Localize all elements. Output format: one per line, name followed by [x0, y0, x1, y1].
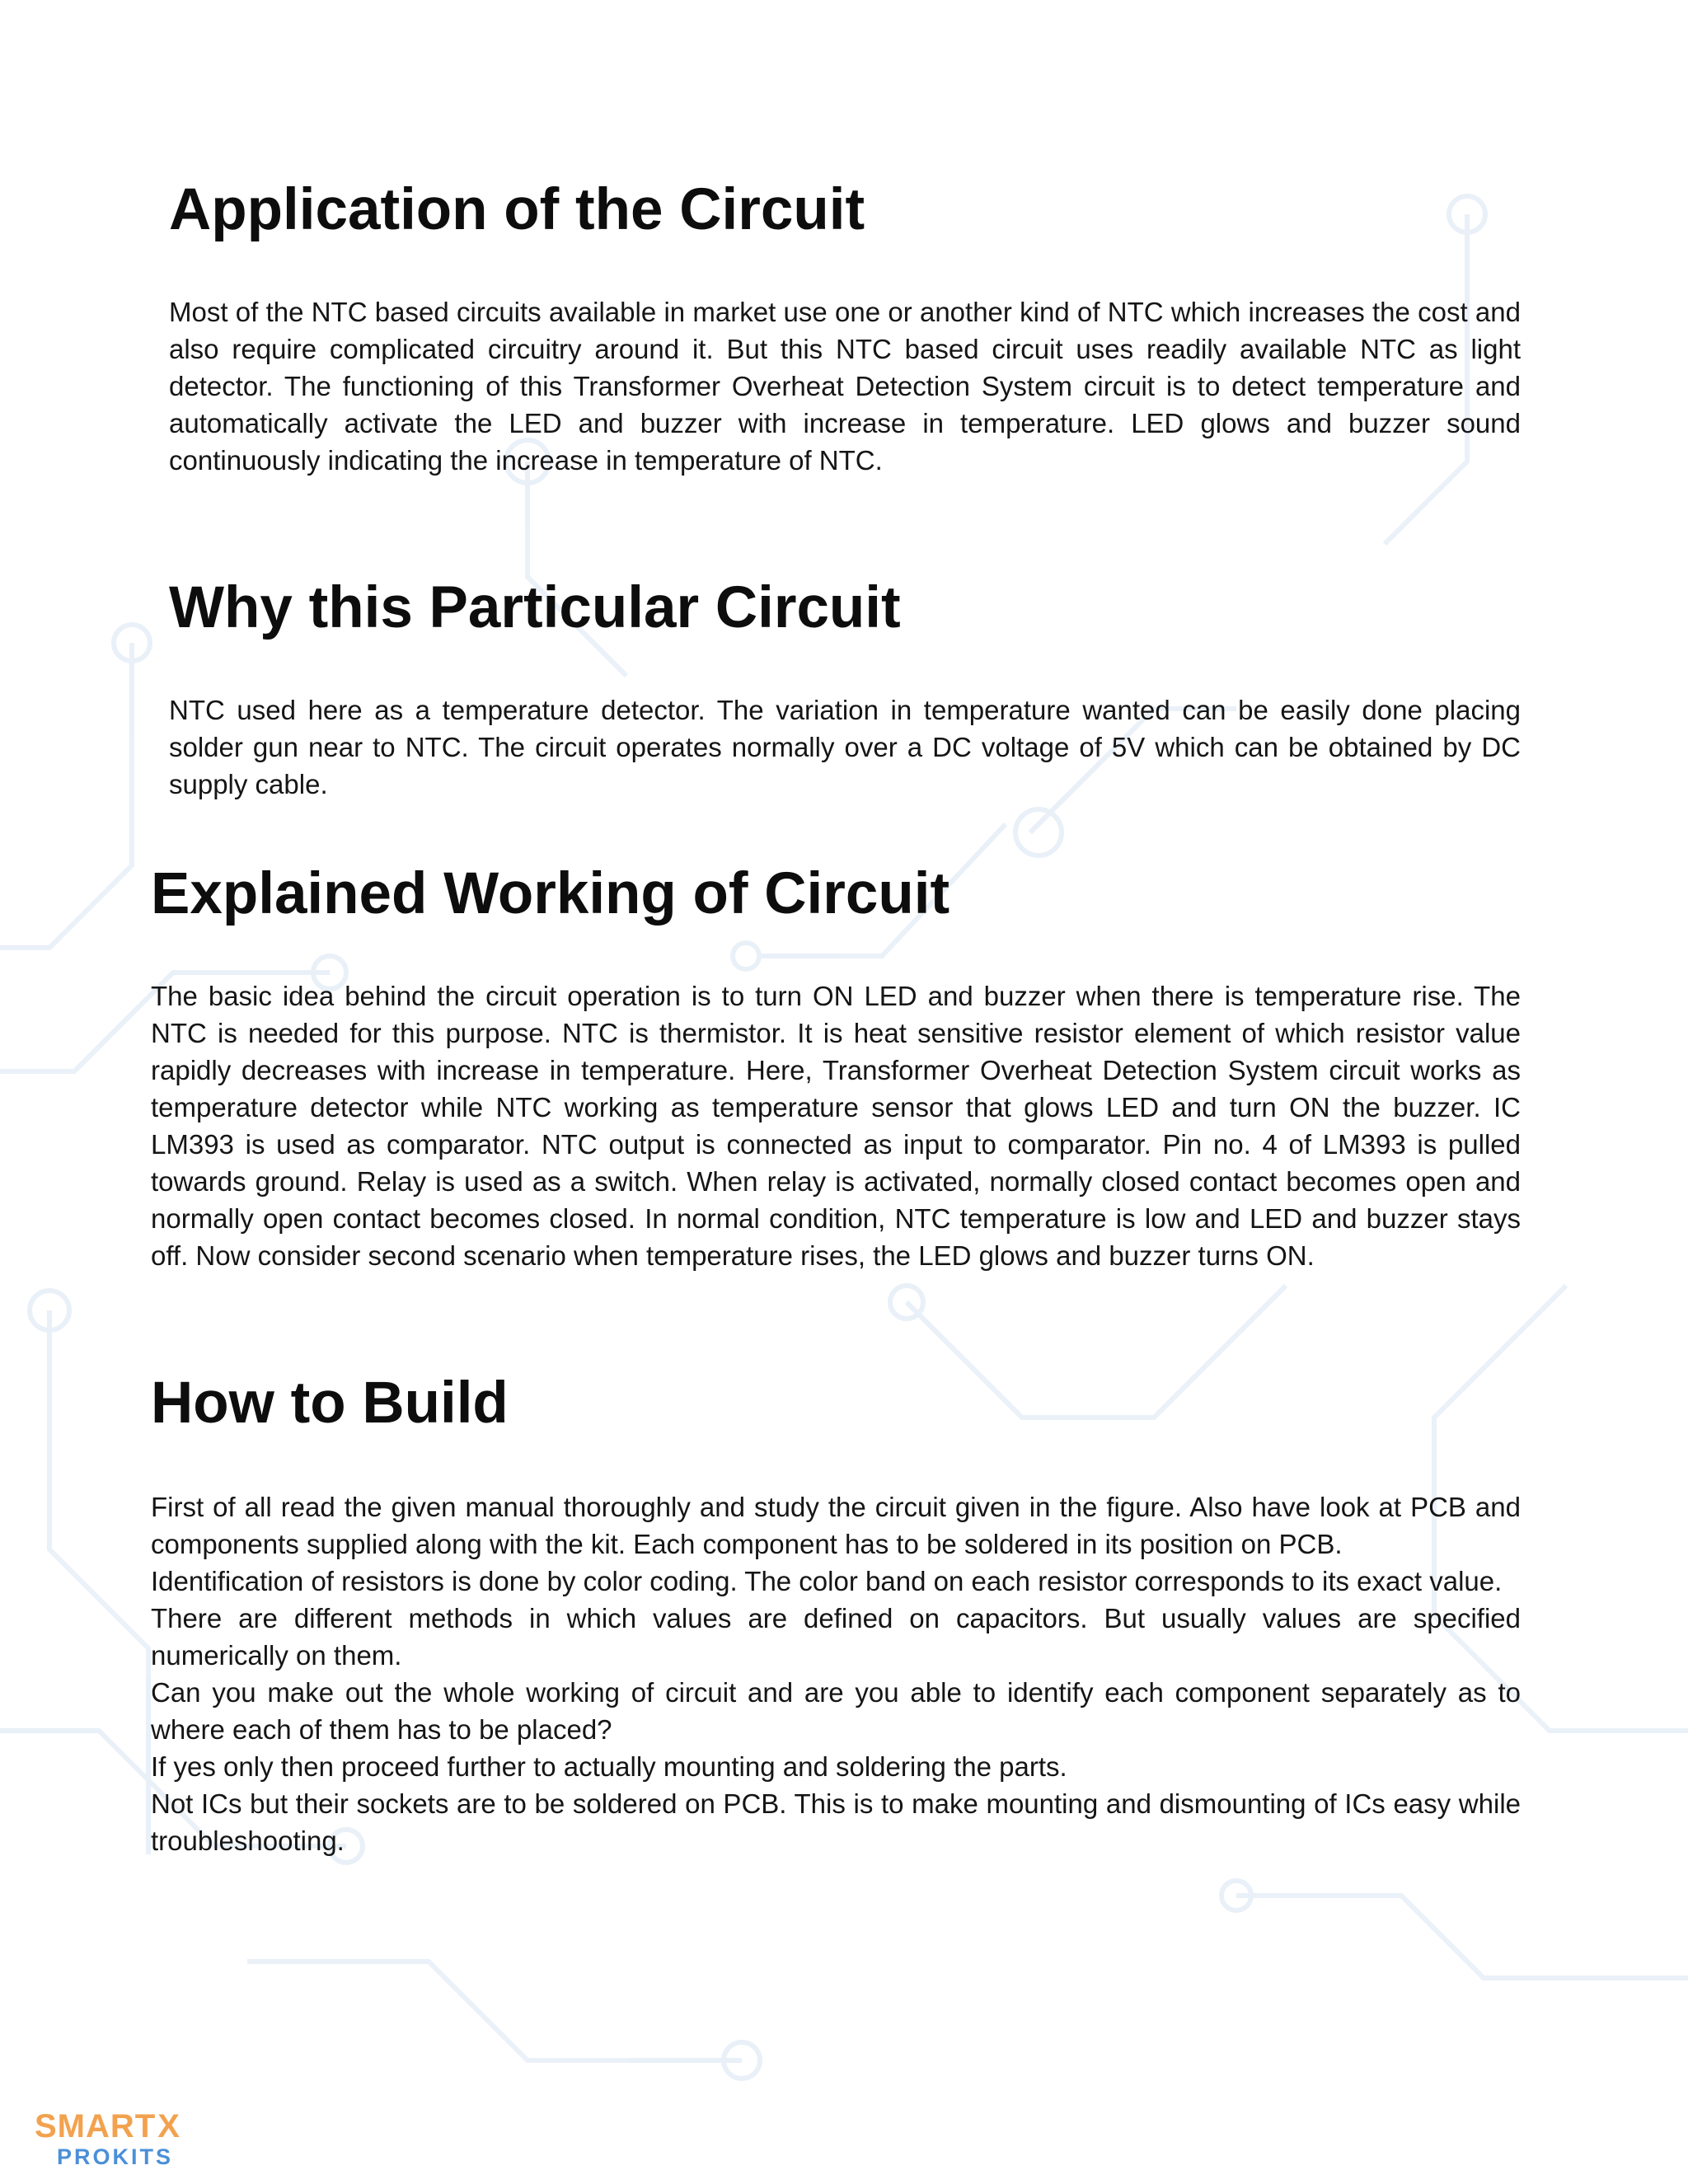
section-heading: Application of the Circuit	[169, 177, 865, 242]
section-paragraph: There are different methods in which values are defined on capacitors. But usually values are specified numerically on them.	[151, 1603, 1521, 1671]
section-paragraph: Can you make out the whole working of circuit and are you able to identify each component separately as to where each of them has to be placed?	[151, 1677, 1521, 1745]
section-heading: Explained Working of Circuit	[151, 861, 950, 926]
section-heading: How to Build	[151, 1371, 509, 1436]
logo-text-prokits: PROKITS	[57, 2144, 174, 2169]
section-paragraph: Not ICs but their sockets are to be soldered on PCB. This is to make mounting and dismounting of ICs easy while troubleshooting.	[151, 1788, 1521, 1856]
section-heading: Why this Particular Circuit	[169, 575, 901, 640]
section-paragraph: Most of the NTC based circuits available in market use one or another kind of NTC which increases the cost and also require complicated circuitry around it. But this NTC based circuit uses readily available NTC as light detector. The functioning of this Transformer Overheat Detection System circuit is to detect temperature and automatically activate the LED and buzzer with increase in temperature. LED glows and buzzer sound continuously indicating the increase in temperature of NTC.	[169, 297, 1521, 476]
section-paragraph: If yes only then proceed further to actually mounting and soldering the parts.	[151, 1751, 1067, 1782]
smartx-prokits-logo	[35, 2108, 199, 2174]
section-explained-working	[151, 849, 1521, 1274]
section-why-this-circuit	[169, 563, 1521, 803]
section-paragraph: First of all read the given manual thoroughly and study the circuit given in the figure. Also have look at PCB and components supplied along with the kit. Each component has to be soldered in its position on PCB.	[151, 1492, 1521, 1559]
section-paragraph: NTC used here as a temperature detector. The variation in temperature wanted can be easily done placing solder gun near to NTC. The circuit operates normally over a DC voltage of 5V which can be obtained by DC supply cable.	[169, 695, 1521, 799]
logo-text-smart: SMART	[35, 2108, 157, 2144]
section-paragraph: The basic idea behind the circuit operation is to turn ON LED and buzzer when there is temperature rise. The NTC is needed for this purpose. NTC is thermistor. It is heat sensitive resistor element of which resistor value rapidly decreases with increase in temperature. Here, Transformer Overheat Detection System circuit works as temperature detector while NTC working as temperature sensor that glows LED and turn ON the buzzer. IC LM393 is used as comparator. NTC output is connected as input to comparator. Pin no. 4 of LM393 is pulled towards ground. Relay is used as a switch. When relay is activated, normally closed contact becomes open and normally open contact becomes closed. In normal condition, NTC temperature is low and LED and buzzer stays off. Now consider second scenario when temperature rises, the LED glows and buzzer turns ON.	[151, 981, 1521, 1271]
logo-x-mark: X	[157, 2108, 181, 2144]
section-application	[169, 165, 1521, 479]
section-paragraph: Identification of resistors is done by color coding. The color band on each resistor corresponds to its exact value.	[151, 1566, 1503, 1596]
logo-wordmark-top	[35, 2108, 199, 2144]
section-how-to-build	[151, 1358, 1521, 1859]
